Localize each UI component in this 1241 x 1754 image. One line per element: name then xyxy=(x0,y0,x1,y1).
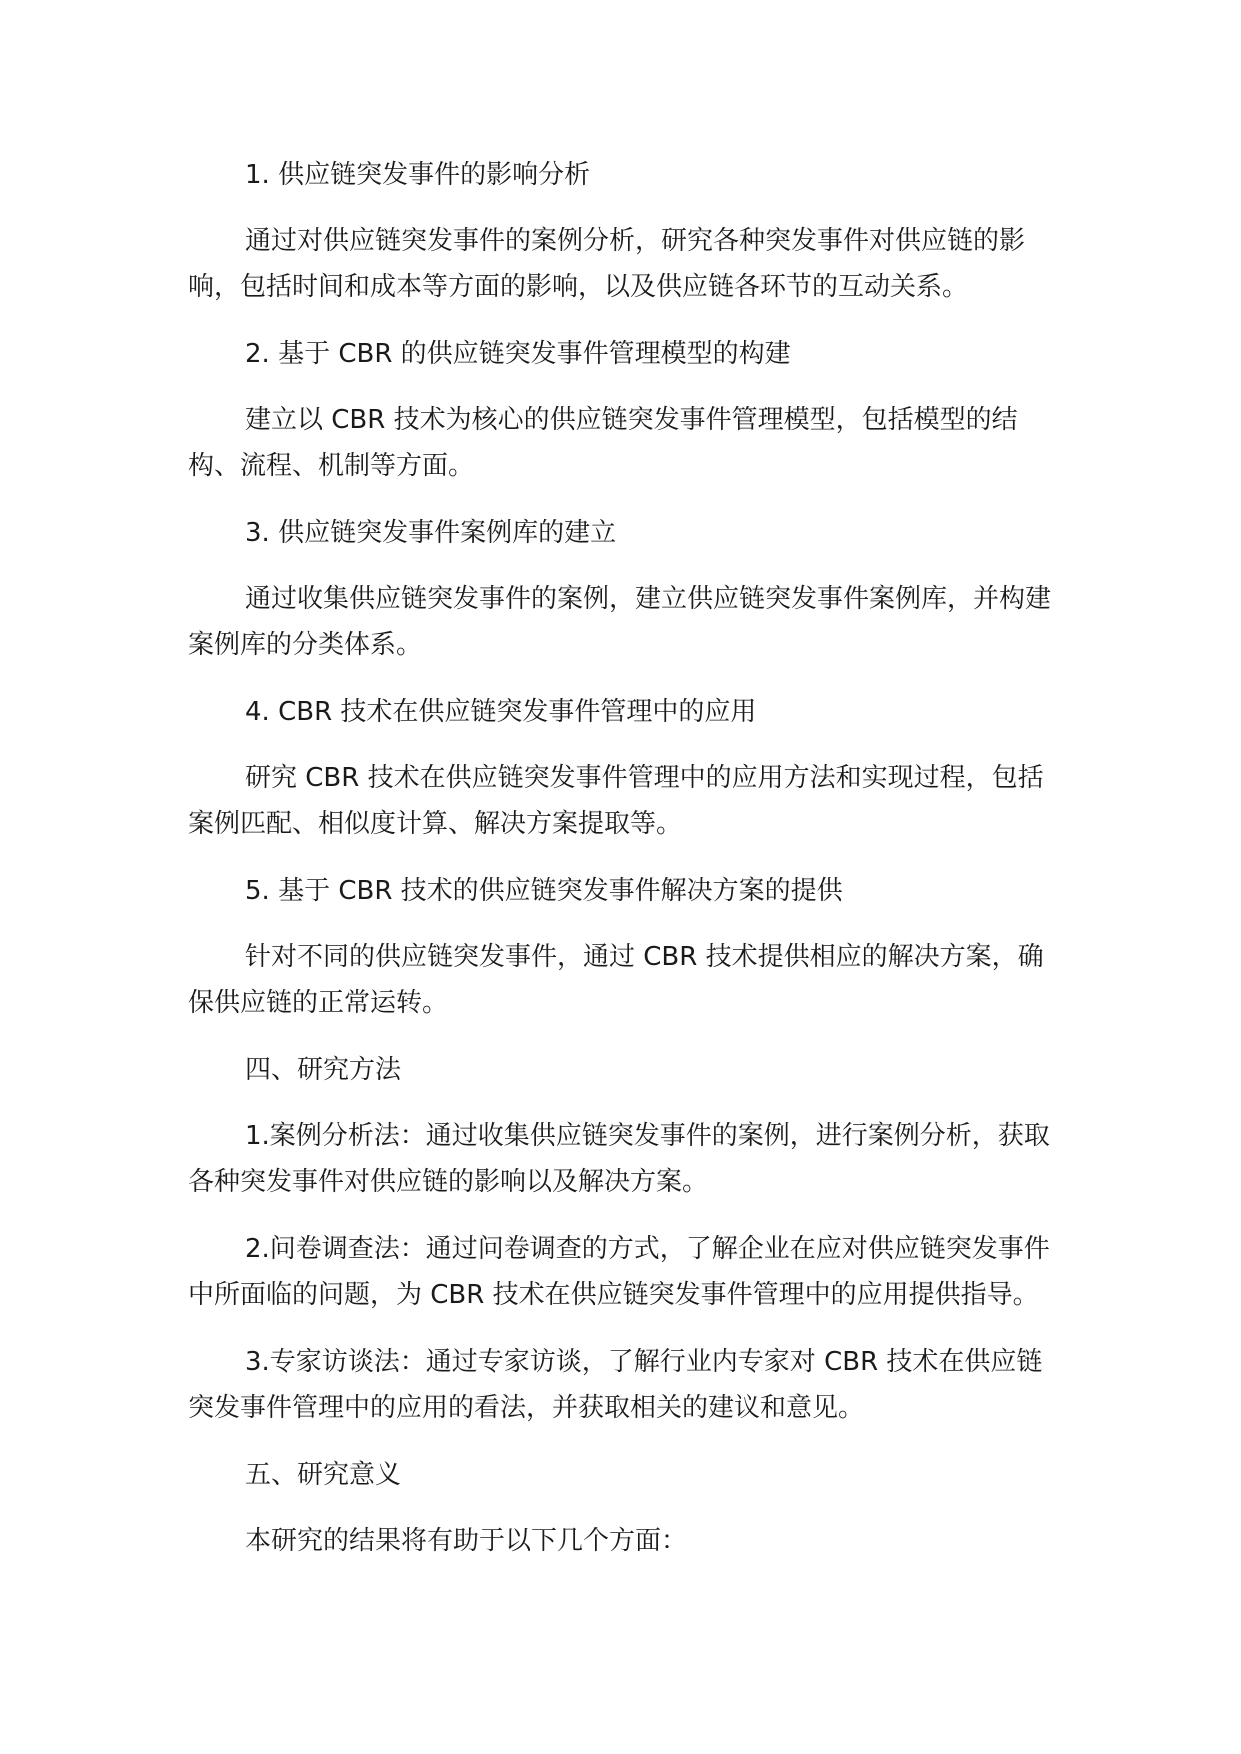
item-heading-5: 5. 基于 CBR 技术的供应链突发事件解决方案的提供 xyxy=(245,876,843,906)
item-heading-4: 4. CBR 技术在供应链突发事件管理中的应用 xyxy=(245,697,757,727)
item-paragraph-4: 研究 CBR 技术在供应链突发事件管理中的应用方法和实现过程，包括案例匹配、相似度计算、解决方案提取等。 xyxy=(188,763,1044,839)
item-heading-1: 1. 供应链突发事件的影响分析 xyxy=(245,160,591,190)
document-body xyxy=(188,152,1056,1585)
item-paragraph-2: 建立以 CBR 技术为核心的供应链突发事件管理模型，包括模型的结构、流程、机制等方面。 xyxy=(188,405,1018,481)
method-questionnaire: 2.问卷调查法：通过问卷调查的方式，了解企业在应对供应链突发事件中所面临的问题，为 CBR 技术在供应链突发事件管理中的应用提供指导。 xyxy=(188,1234,1050,1310)
method-expert-interview: 3.专家访谈法：通过专家访谈，了解行业内专家对 CBR 技术在供应链突发事件管理中的应用的看法，并获取相关的建议和意见。 xyxy=(188,1347,1043,1423)
item-paragraph-1: 通过对供应链突发事件的案例分析，研究各种突发事件对供应链的影响，包括时间和成本等方面的影响，以及供应链各环节的互动关系。 xyxy=(188,226,1026,302)
section-heading-research-methods: 四、研究方法 xyxy=(245,1055,402,1085)
method-case-analysis: 1.案例分析法：通过收集供应链突发事件的案例，进行案例分析，获取各种突发事件对供应链的影响以及解决方案。 xyxy=(188,1121,1050,1197)
item-heading-2: 2. 基于 CBR 的供应链突发事件管理模型的构建 xyxy=(245,339,791,369)
significance-intro: 本研究的结果将有助于以下几个方面： xyxy=(245,1526,688,1556)
item-paragraph-5: 针对不同的供应链突发事件，通过 CBR 技术提供相应的解决方案，确保供应链的正常运转。 xyxy=(188,942,1044,1018)
item-paragraph-3: 通过收集供应链突发事件的案例，建立供应链突发事件案例库，并构建案例库的分类体系。 xyxy=(188,584,1052,660)
section-heading-research-significance: 五、研究意义 xyxy=(245,1460,402,1490)
item-heading-3: 3. 供应链突发事件案例库的建立 xyxy=(245,518,617,548)
